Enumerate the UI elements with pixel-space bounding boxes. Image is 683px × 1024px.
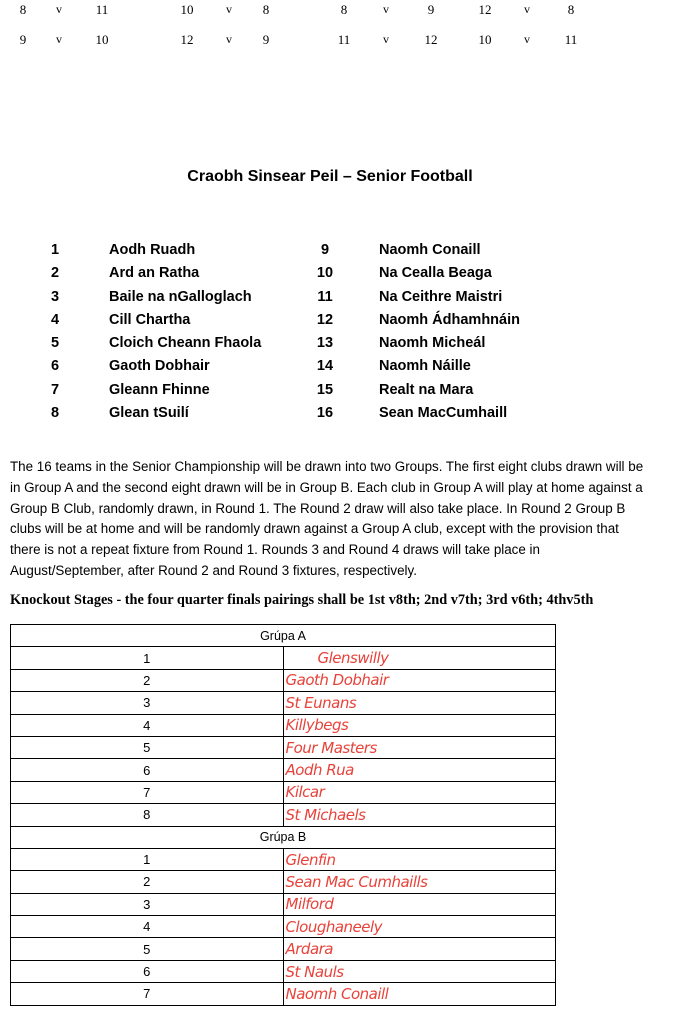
- team-row: [0, 265, 683, 288]
- rank-cell: 4: [11, 916, 284, 938]
- rank-cell: 2: [11, 669, 284, 691]
- fixture-away: 8: [262, 2, 270, 17]
- club-cell: Naomh Conaill: [283, 983, 556, 1005]
- team-number: 1: [50, 242, 60, 258]
- team-name: Na Cealla Beaga: [379, 265, 492, 282]
- fixture-versus: v: [524, 2, 530, 16]
- team-name: Cill Chartha: [109, 311, 191, 328]
- rank-cell: 1: [11, 647, 284, 669]
- table-row: [11, 848, 556, 870]
- team-name: Gleann Fhinne: [109, 381, 210, 398]
- table-row: [11, 781, 556, 803]
- table-row: [11, 669, 556, 691]
- club-cell: Four Masters: [283, 736, 556, 758]
- team-number: 7: [50, 381, 60, 398]
- table-row: [11, 647, 556, 669]
- club-cell: Killybegs: [283, 714, 556, 736]
- table-row: [11, 759, 556, 781]
- fixture-versus: v: [383, 32, 389, 46]
- team-row: [0, 382, 683, 405]
- table-row: [11, 983, 556, 1005]
- rank-cell: 6: [11, 759, 284, 781]
- fixture-versus: v: [56, 2, 62, 16]
- rank-cell: 5: [11, 938, 284, 960]
- fixture-versus: v: [524, 32, 530, 46]
- table-row: [11, 714, 556, 736]
- team-number: 2: [50, 265, 60, 282]
- fixture-away: 8: [567, 2, 575, 17]
- team-name: Naomh Náille: [379, 358, 471, 375]
- team-number: 3: [50, 288, 60, 305]
- fixtures-row: [0, 30, 683, 52]
- team-row: [0, 242, 683, 265]
- team-row: [0, 358, 683, 381]
- group-header-row: [11, 826, 556, 848]
- fixture-versus: v: [383, 2, 389, 16]
- team-number: 5: [50, 335, 60, 352]
- table-row: [11, 938, 556, 960]
- team-number: 12: [316, 311, 334, 328]
- group-a-header: Grúpa A: [11, 625, 556, 647]
- team-number: 16: [316, 405, 334, 422]
- fixture-home: 12: [478, 2, 492, 17]
- table-row: [11, 893, 556, 915]
- fixture-home: 8: [340, 2, 348, 17]
- team-row: [0, 289, 683, 312]
- team-name: Naomh Ádhamhnáin: [379, 311, 520, 328]
- team-name: Ard an Ratha: [109, 265, 200, 282]
- team-number: 9: [320, 242, 330, 258]
- fixture-home: 10: [478, 32, 492, 47]
- team-name: Na Ceithre Maistri: [379, 288, 503, 305]
- club-cell: St Nauls: [283, 960, 556, 982]
- fixtures-grid: [0, 0, 683, 60]
- club-cell: Milford: [283, 893, 556, 915]
- club-cell: Gaoth Dobhair: [283, 669, 556, 691]
- club-cell: Glenswilly: [283, 647, 556, 669]
- club-cell: Aodh Rua: [283, 759, 556, 781]
- team-number: 14: [316, 358, 334, 375]
- fixture-versus: v: [56, 32, 62, 46]
- fixture-away: 10: [95, 32, 109, 47]
- team-name: Sean MacCumhaill: [379, 405, 508, 422]
- fixture-versus: v: [226, 32, 232, 46]
- rank-cell: 4: [11, 714, 284, 736]
- team-name: Aodh Ruadh: [109, 242, 196, 258]
- team-number: 6: [50, 358, 60, 375]
- group-b-header: Grúpa B: [11, 826, 556, 848]
- rank-cell: 2: [11, 871, 284, 893]
- team-row: [0, 405, 683, 428]
- rank-cell: 7: [11, 781, 284, 803]
- club-cell: Ardara: [283, 938, 556, 960]
- fixture-away: 9: [427, 2, 435, 17]
- team-name: Naomh Conaill: [379, 242, 481, 258]
- team-number: 13: [316, 335, 334, 352]
- rank-cell: 6: [11, 960, 284, 982]
- team-name: Glean tSuilí: [109, 405, 189, 422]
- team-name: Gaoth Dobhair: [109, 358, 210, 375]
- team-number: 11: [317, 288, 333, 305]
- club-cell: Sean Mac Cumhaills: [283, 871, 556, 893]
- table-row: [11, 692, 556, 714]
- fixtures-row: [0, 0, 683, 22]
- section-title: Craobh Sinsear Peil – Senior Football: [187, 168, 473, 185]
- team-list: [0, 242, 683, 428]
- fixture-away: 11: [95, 2, 109, 17]
- team-number: 10: [316, 265, 334, 282]
- knockout-heading: Knockout Stages - the four quarter finals pairings shall be 1st v8th; 2nd v7th; 3rd v6th; 4thv5th: [10, 592, 594, 608]
- club-cell: St Michaels: [283, 804, 556, 826]
- fixture-away: 9: [262, 32, 270, 47]
- fixture-home: 10: [180, 2, 194, 17]
- team-name: Realt na Mara: [379, 381, 474, 398]
- team-name: Naomh Micheál: [379, 335, 486, 352]
- club-cell: Cloughaneely: [283, 916, 556, 938]
- fixture-versus: v: [226, 2, 232, 16]
- team-row: [0, 335, 683, 358]
- rank-cell: 5: [11, 736, 284, 758]
- team-name: Cloich Cheann Fhaola: [109, 335, 262, 352]
- fixture-home: 8: [19, 2, 27, 17]
- fixture-away: 12: [424, 32, 438, 47]
- championship-description: The 16 teams in the Senior Championship will be drawn into two Groups. The first eight clubs drawn will be in Group A and the second eight drawn will be in Group B. Each club in Group A will play at home against a Group B Club, randomly drawn, in Round 1. The Round 2 draw will also take place. In Round 2 Group B clubs will be at home and will be randomly drawn against a Group A club, except with the provision that there is not a repeat fixture from Round 1. Rounds 3 and Round 4 draws will take place in August/September, after Round 2 and Round 3 fixtures, respectively.: [10, 459, 644, 578]
- rank-cell: 7: [11, 983, 284, 1005]
- table-row: [11, 960, 556, 982]
- table-row: [11, 916, 556, 938]
- rank-cell: 1: [11, 848, 284, 870]
- fixture-home: 12: [180, 32, 194, 47]
- groups-table: [10, 624, 556, 1006]
- club-cell: Kilcar: [283, 781, 556, 803]
- team-number: 4: [50, 311, 60, 328]
- team-name: Baile na nGalloglach: [109, 288, 252, 305]
- club-cell: Glenfin: [283, 848, 556, 870]
- table-row: [11, 871, 556, 893]
- rank-cell: 8: [11, 804, 284, 826]
- fixture-away: 11: [564, 32, 578, 47]
- group-header-row: [11, 625, 556, 647]
- fixture-home: 9: [19, 32, 27, 47]
- club-cell: St Eunans: [283, 692, 556, 714]
- table-row: [11, 736, 556, 758]
- fixture-home: 11: [337, 32, 351, 47]
- rank-cell: 3: [11, 692, 284, 714]
- team-number: 8: [50, 405, 60, 422]
- table-row: [11, 804, 556, 826]
- team-number: 15: [316, 381, 334, 398]
- team-row: [0, 312, 683, 335]
- rank-cell: 3: [11, 893, 284, 915]
